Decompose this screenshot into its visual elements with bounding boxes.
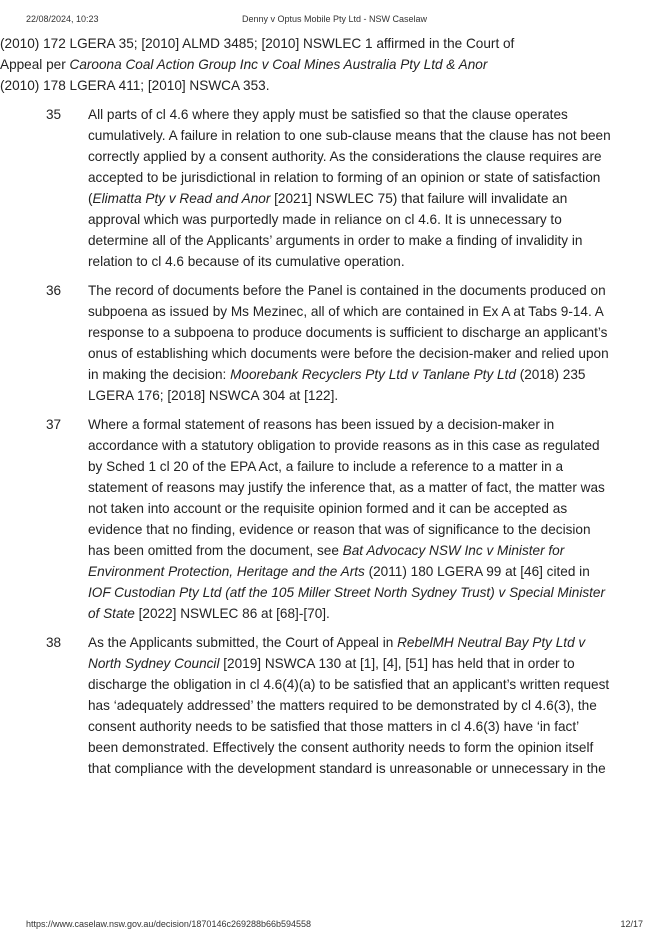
case-citation: Caroona Coal Action Group Inc v Coal Mines Australia Pty Ltd & Anor [69, 57, 488, 72]
case-citation: Elimatta Pty v Read and Anor [92, 191, 271, 206]
text-segment: [2021] NSWLEC 75) that failure will invalidate an approval which was purportedly made in reliance on cl 4.6. It is unnecessary to determine all of the Applicants’ arguments in order to make a finding of invalidity in relation to cl 4.6 because of its cumulative operation. [88, 191, 583, 269]
case-citation: RebelMH Neutral Bay Pty Ltd v North Sydney Council [88, 635, 586, 671]
paragraph-text [88, 280, 612, 406]
text-segment: Where a formal statement of reasons has been issued by a decision-maker in accordance with a statutory obligation to provide reasons as in this case as regulated by Sched 1 cl 20 of the EPA Act, a failure to include a reference to a matter in a statement of reasons may justify the inference that, as a matter of fact, the matter was not taken into account or the requisite opinion formed and it can be accepted as evidence that no finding, evidence or reason that was of significance to the decision has been omitted from the document, see [88, 417, 605, 558]
case-citation: Bat Advocacy NSW Inc v Minister for Environment Protection, Heritage and the Arts [88, 543, 565, 579]
text-segment: (2011) 180 LGERA 99 at [46] cited in [364, 564, 590, 579]
text-segment: [2019] NSWCA 130 at [1], [4], [51] has held that in order to discharge the obligation in cl 4.6(4)(a) to be satisfied that an applicant’s written request has ‘adequately addressed’ the matters required to be demonstrated by cl 4.6(3), the consent authority needs to be satisfied that those matters in cl 4.6(3) have ‘in fact’ been demonstrated. Effectively the consent authority needs to form the opinion itself that compliance with the development standard is unreasonable or unnecessary in the [88, 656, 610, 776]
paragraph-number: 38 [46, 635, 62, 650]
text-segment: All parts of cl 4.6 where they apply must be satisfied so that the clause operates cumulatively. A failure in relation to one sub-clause means that the clause has not been correctly applied by a consent authority. As the considerations the clause requires are accepted to be jurisdictional in relation to forming of an opinion or state of satisfaction ( [88, 107, 611, 206]
paragraph-37 [46, 414, 612, 624]
paragraph-number: 35 [46, 107, 62, 122]
case-citation: IOF Custodian Pty Ltd (atf the 105 Miller Street North Sydney Trust) v Special Minister of State [88, 585, 606, 621]
text-segment: (2010) 178 LGERA 411; [2010] NSWCA 353. [0, 78, 270, 93]
judgment-body [0, 33, 669, 779]
paragraph-38 [46, 632, 612, 779]
case-citation: Moorebank Recyclers Pty Ltd v Tanlane Pty Ltd [230, 367, 516, 382]
page-footer [26, 919, 643, 933]
paragraph-number: 37 [46, 417, 62, 432]
page-header [26, 14, 643, 28]
text-segment: (2010) 172 LGERA 35; [2010] ALMD 3485; [2010] NSWLEC 1 affirmed in the Court of Appeal per [0, 36, 515, 72]
paragraph-text [88, 414, 612, 624]
source-url: https://www.caselaw.nsw.gov.au/decision/1870146c269288b66b594558 [26, 919, 312, 929]
paragraph-35 [46, 104, 612, 272]
paragraph-text [88, 632, 612, 779]
text-segment: (2018) 235 LGERA 176; [2018] NSWCA 304 at [122]. [88, 367, 586, 403]
text-segment: The record of documents before the Panel is contained in the documents produced on subpoena as issued by Ms Mezinec, all of which are contained in Ex A at Tabs 9-14. A response to a subpoena to produce documents is sufficient to discharge an applicant’s onus of establishing which documents were before the decision-maker and relied upon in making the decision: [88, 283, 609, 382]
page-number: 12/17 [620, 919, 643, 929]
paragraph-number: 36 [46, 283, 62, 298]
continuation-text [0, 33, 524, 96]
text-segment: [2022] NSWLEC 86 at [68]-[70]. [134, 606, 330, 621]
document-title: Denny v Optus Mobile Pty Ltd - NSW Caselaw [241, 14, 428, 24]
text-segment: As the Applicants submitted, the Court of Appeal in [88, 635, 398, 650]
paragraph-text [88, 104, 612, 272]
paragraph-36 [46, 280, 612, 406]
print-datetime: 22/08/2024, 10:23 [26, 14, 99, 24]
